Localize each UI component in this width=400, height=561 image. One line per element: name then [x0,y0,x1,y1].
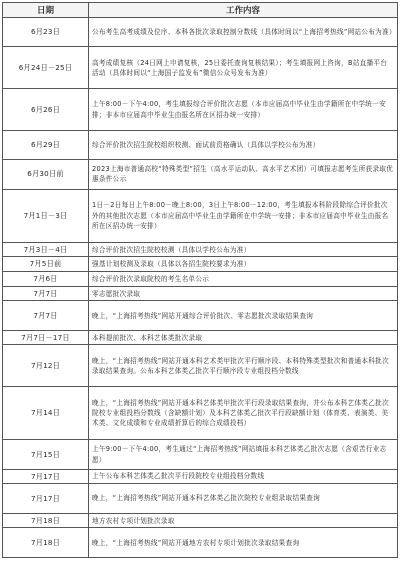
table-row [3,130,398,159]
table-row [3,469,398,484]
row-date: 7月18日 [3,528,89,558]
row-work: 地方农村专项计划批次录取 [89,513,398,528]
row-work: 2023上海市普通高校“特殊类型”招生（高水平运动队、高水平艺术团）可填报志愿考生所获录取优惠条件公示 [89,160,398,189]
table-row [3,18,398,47]
row-work: 晚上，“上海招考热线”网站开通本科艺体类甲批次平行段录取结果查询，并公布本科艺体类乙批次院校专业组投档分数线（含缺额计划）及本科艺体类乙批次平行段缺额计划（体育类、表演类、美术类、文化成绩和专业成绩折算后的综合成绩投档） [89,387,398,440]
table-row [3,528,398,558]
row-work: 晚上，“上海招考热线”网站开通综合评价批次、零志愿批次录取结果查询 [89,301,398,330]
row-work: 晚上，“上海招考热线”网站开通地方农村专项计划批次录取结果查询 [89,528,398,558]
row-date: 7月15日 [3,440,89,469]
row-work: 本科提前批次、本科艺体类批次录取 [89,330,398,345]
row-date: 7月3日－4日 [3,242,89,257]
row-date: 7月1日－3日 [3,189,89,242]
table-row [3,513,398,528]
row-work: 零志愿批次录取 [89,286,398,301]
work-column-header: 工作内容 [89,3,398,18]
table-row [3,160,398,189]
row-date: 7月12日 [3,345,89,387]
row-date: 6月24日－25日 [3,47,89,89]
row-work: 上午9:00－下午4:00，考生通过“上海招考热线”网站填报本科艺体类乙批次志愿（含艰苦行业志愿） [89,440,398,469]
table-row [3,345,398,387]
table-row [3,387,398,440]
table-row [3,257,398,272]
row-work: 公布考生高考成绩及位序、本科各批次录取控制分数线（具体时间以“上海招考热线”网站公布为准） [89,18,398,47]
row-date: 7月7日 [3,301,89,330]
row-work: 上午8:00－下午4:00，考生填报综合评价批次志愿（本市应届高中毕业生由学籍所在中学统一安排；非本市应届高中毕业生由报名所在区招办统一安排） [89,89,398,131]
row-work: 强基计划校测及录取（具体以各招生院校要求为准） [89,257,398,272]
date-column-header: 日期 [3,3,89,18]
row-date: 7月18日 [3,513,89,528]
row-date: 7月5日前 [3,257,89,272]
row-work: 综合评价批次招生院校组织校测、面试前资格确认（具体以学校公布为准） [89,130,398,159]
table-row [3,286,398,301]
table-row [3,189,398,242]
row-work: 晚上，“上海招考热线”网站开通本科艺术类甲批次平行顺序段、本科特殊类型批次和普通本科批次录取结果查询。公布本科艺体类乙批次平行顺序段专业组投档分数线 [89,345,398,387]
row-date: 6月29日 [3,130,89,159]
row-date: 7月17日 [3,484,89,513]
row-date: 7月7日－17日 [3,330,89,345]
table-row [3,47,398,89]
row-date: 7月7日 [3,286,89,301]
row-work: 上午公布本科艺体类乙批次平行段院校专业组投档分数线 [89,469,398,484]
row-date: 6月23日 [3,18,89,47]
row-date: 6月30日前 [3,160,89,189]
table-row [3,242,398,257]
table-row [3,272,398,287]
row-date: 7月14日 [3,387,89,440]
row-work: 晚上，“上海招考热线”网站开通本科艺体类乙批次院校专业组录取结果查询 [89,484,398,513]
row-date: 7月17日 [3,469,89,484]
table-row [3,440,398,469]
schedule-document [2,2,397,558]
table-header-row [3,3,398,18]
table-row [3,330,398,345]
table-row [3,301,398,330]
row-date: 6月26日 [3,89,89,131]
row-date: 7月6日 [3,272,89,287]
row-work: 1日－2日每日上午8:00－晚上8:00，3日上午8:00－12:00，考生填报本科阶段除综合评价批次外的其他批次志愿（本市应届高中毕业生由学籍所在中学统一安排；非本市应届高中毕业生由报名所在区招办统一安排） [89,189,398,242]
table-row [3,89,398,131]
row-work: 综合评价批次招生院校校测（具体以学校公布为准） [89,242,398,257]
row-work: 综合评价批次录取院校的考生名单公示 [89,272,398,287]
table-row [3,484,398,513]
row-work: 高考成绩复核（24日网上申请复核，25日委托查询复核结果）；考生填报网上咨询，B站直播平台活动（具体时间以“上海国子监发布”微信公众号发布为准） [89,47,398,89]
schedule-table [2,2,398,558]
